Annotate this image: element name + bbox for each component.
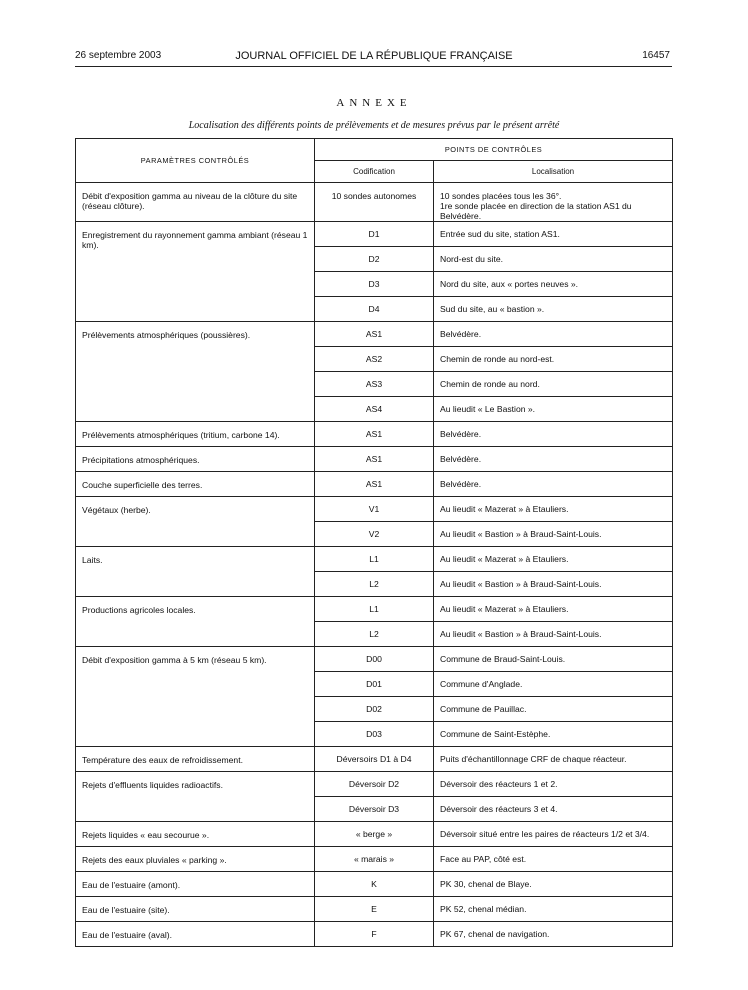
localisation-cell: Nord-est du site. — [434, 247, 673, 272]
parameter-cell: Enregistrement du rayonnement gamma ambiant (réseau 1 km). — [76, 222, 315, 322]
codification-cell: 10 sondes autonomes — [315, 183, 434, 222]
parameter-cell: Eau de l'estuaire (site). — [76, 897, 315, 922]
codification-cell: AS2 — [315, 347, 434, 372]
localisation-cell: Nord du site, aux « portes neuves ». — [434, 272, 673, 297]
codification-cell: D02 — [315, 697, 434, 722]
codification-cell: Déversoirs D1 à D4 — [315, 747, 434, 772]
localisation-cell: Au lieudit « Mazerat » à Etauliers. — [434, 497, 673, 522]
localisation-cell: Chemin de ronde au nord. — [434, 372, 673, 397]
codification-cell: AS1 — [315, 447, 434, 472]
header-control-points: POINTS DE CONTRÔLES — [315, 139, 673, 161]
localisation-cell: Commune de Braud-Saint-Louis. — [434, 647, 673, 672]
codification-cell: D3 — [315, 272, 434, 297]
parameter-cell: Rejets des eaux pluviales « parking ». — [76, 847, 315, 872]
parameter-cell: Eau de l'estuaire (aval). — [76, 922, 315, 947]
localisation-cell: Déversoir des réacteurs 3 et 4. — [434, 797, 673, 822]
localisation-cell: Entrée sud du site, station AS1. — [434, 222, 673, 247]
localisation-cell: Au lieudit « Mazerat » à Etauliers. — [434, 597, 673, 622]
localisation-cell: Au lieudit « Bastion » à Braud-Saint-Louis. — [434, 622, 673, 647]
table-row — [76, 222, 673, 247]
parameter-cell: Rejets d'effluents liquides radioactifs. — [76, 772, 315, 822]
codification-cell: L1 — [315, 597, 434, 622]
parameter-cell: Rejets liquides « eau secourue ». — [76, 822, 315, 847]
parameter-cell: Prélèvements atmosphériques (poussières). — [76, 322, 315, 422]
table-row — [76, 772, 673, 797]
table-row — [76, 472, 673, 497]
parameter-cell: Eau de l'estuaire (amont). — [76, 872, 315, 897]
codification-cell: « berge » — [315, 822, 434, 847]
localisation-cell: Commune de Saint-Estèphe. — [434, 722, 673, 747]
parameter-cell: Débit d'exposition gamma au niveau de la clôture du site (réseau clôture). — [76, 183, 315, 222]
table-row — [76, 897, 673, 922]
table-body — [76, 183, 673, 947]
localisation-cell: Déversoir situé entre les paires de réacteurs 1/2 et 3/4. — [434, 822, 673, 847]
codification-cell: D4 — [315, 297, 434, 322]
parameter-cell: Productions agricoles locales. — [76, 597, 315, 647]
codification-cell: AS1 — [315, 322, 434, 347]
localisation-cell: PK 67, chenal de navigation. — [434, 922, 673, 947]
table-row — [76, 183, 673, 222]
annexe-heading: ANNEXE — [336, 97, 412, 109]
codification-cell: E — [315, 897, 434, 922]
control-points-table — [75, 138, 673, 947]
table-row — [76, 822, 673, 847]
localisation-cell: Commune d'Anglade. — [434, 672, 673, 697]
table-row — [76, 872, 673, 897]
table-row — [76, 447, 673, 472]
header-date: 26 septembre 2003 — [75, 50, 162, 61]
codification-cell: K — [315, 872, 434, 897]
header-rule — [75, 66, 672, 67]
table-row — [76, 497, 673, 522]
parameter-cell: Végétaux (herbe). — [76, 497, 315, 547]
header-codification: Codification — [315, 161, 434, 183]
codification-cell: F — [315, 922, 434, 947]
localisation-cell: Au lieudit « Mazerat » à Etauliers. — [434, 547, 673, 572]
codification-cell: AS4 — [315, 397, 434, 422]
codification-cell: D01 — [315, 672, 434, 697]
table-row — [76, 747, 673, 772]
codification-cell: AS1 — [315, 472, 434, 497]
localisation-cell: Belvédère. — [434, 472, 673, 497]
header-parameters: PARAMÈTRES CONTRÔLÉS — [76, 139, 315, 183]
parameter-cell: Prélèvements atmosphériques (tritium, carbone 14). — [76, 422, 315, 447]
localisation-cell: PK 52, chenal médian. — [434, 897, 673, 922]
parameter-cell: Laits. — [76, 547, 315, 597]
annexe-subtitle: Localisation des différents points de prélèvements et de mesures prévus par le présent arrêté — [188, 120, 560, 131]
localisation-cell: Belvédère. — [434, 422, 673, 447]
localisation-cell: Face au PAP, côté est. — [434, 847, 673, 872]
codification-cell: AS1 — [315, 422, 434, 447]
localisation-cell: Déversoir des réacteurs 1 et 2. — [434, 772, 673, 797]
localisation-cell: Commune de Pauillac. — [434, 697, 673, 722]
codification-cell: Déversoir D2 — [315, 772, 434, 797]
header-localisation: Localisation — [434, 161, 673, 183]
localisation-cell: 10 sondes placées tous les 36°. 1re sonde placée en direction de la station AS1 du Belvédère. — [434, 183, 673, 222]
localisation-cell: PK 30, chenal de Blaye. — [434, 872, 673, 897]
localisation-cell: Au lieudit « Le Bastion ». — [434, 397, 673, 422]
codification-cell: D2 — [315, 247, 434, 272]
codification-cell: AS3 — [315, 372, 434, 397]
codification-cell: D1 — [315, 222, 434, 247]
localisation-cell: Au lieudit « Bastion » à Braud-Saint-Louis. — [434, 522, 673, 547]
table-row — [76, 847, 673, 872]
codification-cell: D00 — [315, 647, 434, 672]
parameter-cell: Température des eaux de refroidissement. — [76, 747, 315, 772]
localisation-cell: Sud du site, au « bastion ». — [434, 297, 673, 322]
table-row — [76, 922, 673, 947]
parameter-cell: Précipitations atmosphériques. — [76, 447, 315, 472]
parameter-cell: Couche superficielle des terres. — [76, 472, 315, 497]
localisation-cell: Chemin de ronde au nord-est. — [434, 347, 673, 372]
codification-cell: Déversoir D3 — [315, 797, 434, 822]
table-row — [76, 422, 673, 447]
codification-cell: L1 — [315, 547, 434, 572]
codification-cell: V1 — [315, 497, 434, 522]
localisation-cell: Belvédère. — [434, 322, 673, 347]
codification-cell: V2 — [315, 522, 434, 547]
codification-cell: « marais » — [315, 847, 434, 872]
codification-cell: L2 — [315, 572, 434, 597]
table-row — [76, 647, 673, 672]
table-row — [76, 322, 673, 347]
journal-title: JOURNAL OFFICIEL DE LA RÉPUBLIQUE FRANÇAISE — [235, 50, 513, 62]
codification-cell: L2 — [315, 622, 434, 647]
table-row — [76, 597, 673, 622]
localisation-cell: Belvédère. — [434, 447, 673, 472]
codification-cell: D03 — [315, 722, 434, 747]
localisation-cell: Puits d'échantillonnage CRF de chaque réacteur. — [434, 747, 673, 772]
localisation-cell: Au lieudit « Bastion » à Braud-Saint-Louis. — [434, 572, 673, 597]
table-row — [76, 547, 673, 572]
parameter-cell: Débit d'exposition gamma à 5 km (réseau 5 km). — [76, 647, 315, 747]
page-number: 16457 — [642, 50, 670, 61]
